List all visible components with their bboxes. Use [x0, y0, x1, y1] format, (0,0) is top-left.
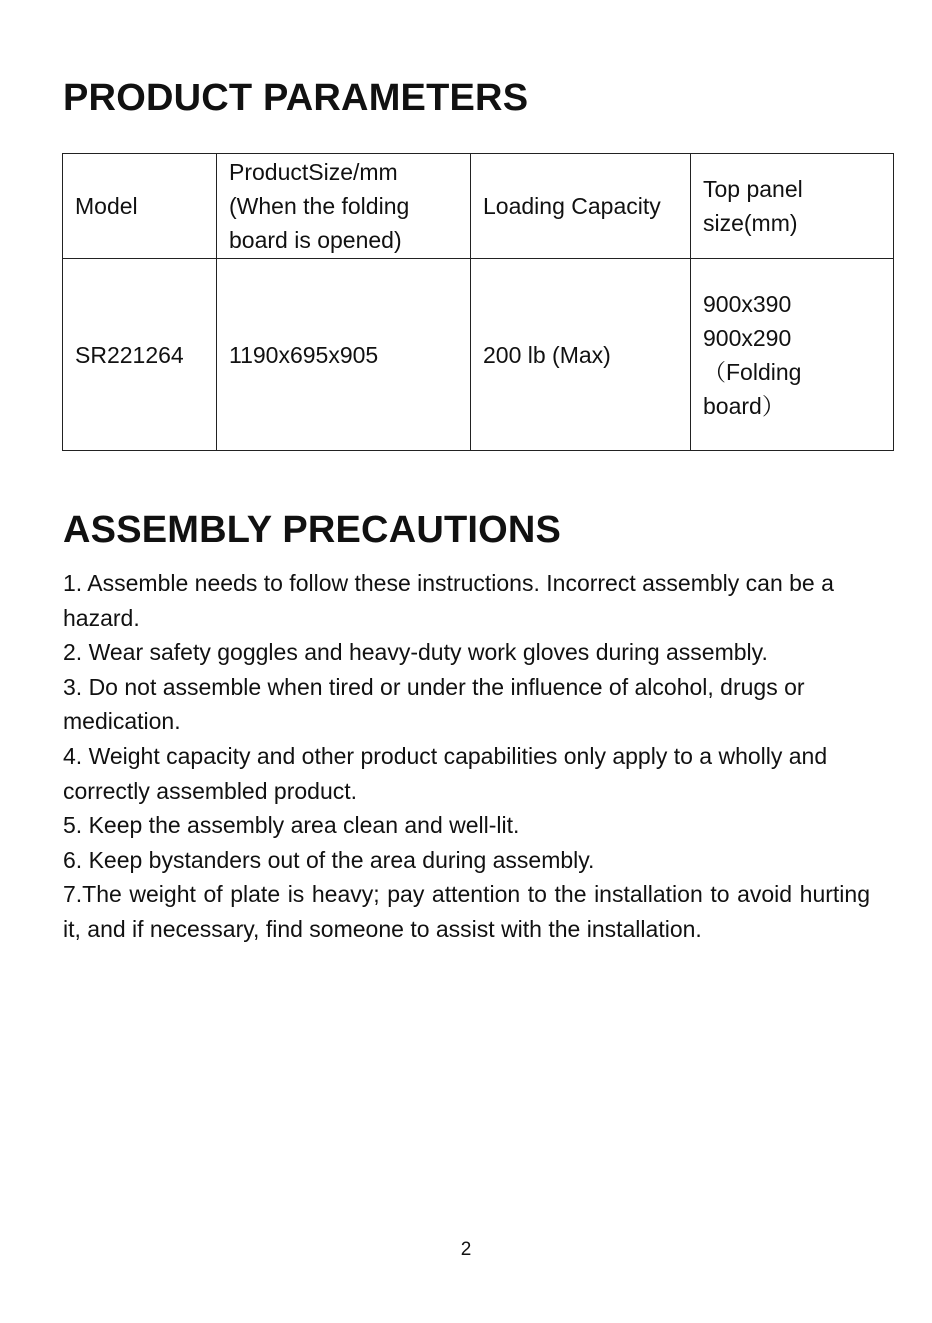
page-number: 2: [460, 1239, 472, 1260]
cell-loading-capacity: [471, 259, 691, 451]
table-row: [63, 259, 894, 451]
precaution-item: 2. Wear safety goggles and heavy-duty work gloves during assembly.: [63, 639, 768, 666]
top-panel-value-line: （Folding: [703, 358, 802, 385]
header-top-panel-line: Top panel: [703, 176, 803, 202]
top-panel-value-line: board）: [703, 392, 785, 419]
cell-model: [63, 259, 217, 451]
assembly-precautions-list: [63, 566, 870, 947]
header-model-label: Model: [75, 193, 138, 219]
precaution-item: 7.The weight of plate is heavy; pay attention to the installation to avoid hurting it, and if necessary, find someone to assist with the installation.: [63, 881, 870, 942]
precaution-item: 3. Do not assemble when tired or under the influence of alcohol, drugs or medication.: [63, 673, 805, 735]
top-panel-value-line: 900x390: [703, 290, 792, 317]
assembly-precautions-heading: ASSEMBLY PRECAUTIONS: [63, 509, 562, 551]
cell-product-size: [217, 259, 471, 451]
cell-top-panel: [691, 259, 894, 451]
product-parameters-heading: PRODUCT PARAMETERS: [63, 77, 529, 119]
product-parameters-table: [62, 153, 894, 451]
precaution-item: 4. Weight capacity and other product capabilities only apply to a wholly and correctly assembled product.: [63, 742, 828, 804]
header-product-size-line: ProductSize/mm: [229, 159, 398, 185]
header-product-size-line: (When the folding: [229, 193, 410, 219]
header-cell-model: [63, 154, 217, 259]
header-loading-capacity-label: Loading Capacity: [483, 193, 661, 219]
precaution-item: 1. Assemble needs to follow these instructions. Incorrect assembly can be a hazard.: [63, 570, 834, 631]
header-top-panel-line: size(mm): [703, 210, 798, 236]
top-panel-value-line: 900x290: [703, 324, 792, 351]
loading-capacity-value: 200 lb (Max): [483, 341, 611, 368]
header-product-size-line: board is opened): [229, 227, 402, 253]
precaution-item: 5. Keep the assembly area clean and well-lit.: [63, 812, 520, 839]
header-cell-top-panel: [691, 154, 894, 259]
header-cell-product-size: [217, 154, 471, 259]
precaution-item: 6. Keep bystanders out of the area during assembly.: [63, 846, 595, 873]
table-header-row: [63, 154, 894, 259]
header-cell-loading-capacity: [471, 154, 691, 259]
model-value: SR221264: [75, 341, 184, 368]
product-size-value: 1190x695x905: [229, 341, 379, 368]
